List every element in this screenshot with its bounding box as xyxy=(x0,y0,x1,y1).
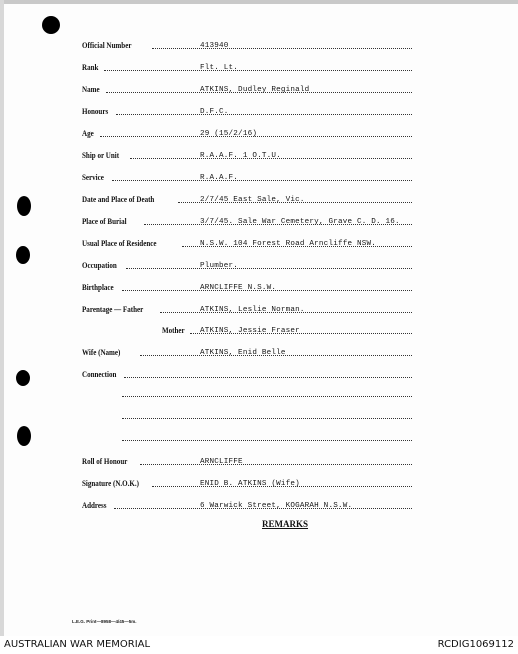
field-official-number xyxy=(82,37,412,51)
field-label: Age xyxy=(82,129,94,138)
dotted-line xyxy=(126,268,412,269)
field-parentage-father xyxy=(82,301,412,315)
field-label: Usual Place of Residence xyxy=(82,239,157,248)
field-occupation xyxy=(82,257,412,271)
dotted-line xyxy=(116,114,412,115)
field-value: ARNCLIFFE xyxy=(200,458,243,466)
field-value: ENID B. ATKINS (Wife) xyxy=(200,480,300,488)
punch-hole-3 xyxy=(16,246,30,264)
field-label: Signature (N.O.K.) xyxy=(82,479,139,488)
field-label: Rank xyxy=(82,63,99,72)
field-value: ATKINS, Dudley Reginald xyxy=(200,86,310,94)
footer-record-id: RCDIG1069112 xyxy=(437,639,514,650)
field-label: Parentage — Father xyxy=(82,305,144,314)
field-ship-or-unit xyxy=(82,147,412,161)
scan-edge-top xyxy=(0,0,518,4)
field-value: R.A.A.F. 1 O.T.U. xyxy=(200,152,281,160)
field-value: 413940 xyxy=(200,42,229,50)
field-label: Roll of Honour xyxy=(82,457,128,466)
field-value: Flt. Lt. xyxy=(200,64,239,72)
field-honours xyxy=(82,103,412,117)
field-roll-of-honour xyxy=(82,453,412,467)
field-usual-place-of-residence xyxy=(82,235,412,249)
field-value: 6 Warwick Street, KOGARAH N.S.W. xyxy=(200,502,353,510)
scan-edge-left xyxy=(0,0,4,636)
punch-hole-4 xyxy=(16,370,30,386)
field-label: Official Number xyxy=(82,41,132,50)
printer-note: L.E.G. Print—8958—4/45—5m. xyxy=(72,619,137,624)
field-label: Honours xyxy=(82,107,109,116)
field-value: ATKINS, Jessie Fraser xyxy=(200,327,300,335)
dotted-line xyxy=(152,48,412,49)
field-value: 3/7/45. Sale War Cemetery, Grave C. D. 16. xyxy=(200,218,400,226)
field-value: D.F.C. xyxy=(200,108,229,116)
punch-hole-2 xyxy=(17,196,31,216)
field-name xyxy=(82,81,412,95)
field-value: 2/7/45 East Sale, Vic. xyxy=(200,196,305,204)
field-connection xyxy=(82,366,412,380)
field-label: Birthplace xyxy=(82,283,114,292)
footer-archive-name: AUSTRALIAN WAR MEMORIAL xyxy=(4,639,151,650)
connection-blank-line-1 xyxy=(122,396,412,397)
field-rank xyxy=(82,59,412,73)
punch-hole-5 xyxy=(17,426,31,446)
field-value: Plumber. xyxy=(200,262,239,270)
field-label: Address xyxy=(82,501,107,510)
field-label: Connection xyxy=(82,370,117,379)
field-label: Service xyxy=(82,173,104,182)
field-wife-name xyxy=(82,344,412,358)
field-birthplace xyxy=(82,279,412,293)
field-value: R.A.A.F. xyxy=(200,174,239,182)
dotted-line xyxy=(104,70,412,71)
field-label: Wife (Name) xyxy=(82,348,121,357)
field-address xyxy=(82,497,412,511)
field-label: Occupation xyxy=(82,261,117,270)
punch-hole-top xyxy=(42,16,60,34)
field-signature-nok xyxy=(82,475,412,489)
field-place-of-burial xyxy=(82,213,412,227)
field-label: Name xyxy=(82,85,100,94)
dotted-line xyxy=(112,180,412,181)
field-value: ATKINS, Leslie Norman. xyxy=(200,306,305,314)
field-value: N.S.W. 104 Forest Road Arncliffe NSW. xyxy=(200,240,377,248)
field-value: 29 (15/2/16) xyxy=(200,130,258,138)
field-label: Date and Place of Death xyxy=(82,195,155,204)
dotted-line xyxy=(140,464,412,465)
field-date-place-of-death xyxy=(82,191,412,205)
dotted-line xyxy=(124,377,412,378)
field-label: Place of Burial xyxy=(82,217,127,226)
field-value: ATKINS, Enid Belle xyxy=(200,349,286,357)
field-parentage-mother xyxy=(82,322,412,336)
field-age xyxy=(82,125,412,139)
field-label: Ship or Unit xyxy=(82,151,120,160)
field-value: ARNCLIFFE N.S.W. xyxy=(200,284,277,292)
field-label: Mother xyxy=(162,326,185,335)
connection-blank-line-2 xyxy=(122,418,412,419)
remarks-heading: REMARKS xyxy=(262,519,309,529)
field-service xyxy=(82,169,412,183)
connection-blank-line-3 xyxy=(122,440,412,441)
